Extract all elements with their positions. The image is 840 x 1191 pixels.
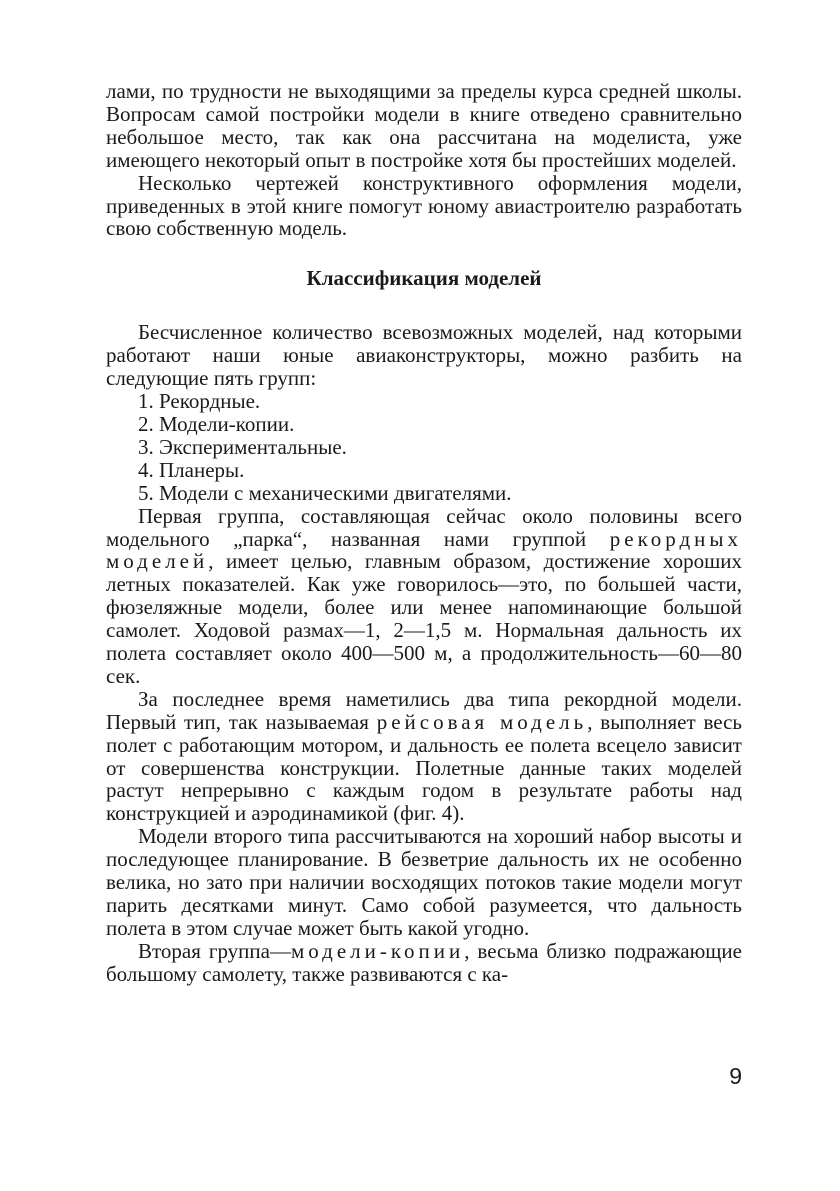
text-run: За последнее время наметились два типа рекордной модели. Первый тип, так называемая <box>106 686 742 734</box>
emphasis-term: модели-копии <box>290 938 465 963</box>
text-run: Первая группа, составляющая сейчас около половины всего модельного „парка“, названная нами группой <box>106 503 742 551</box>
page-body <box>106 80 742 986</box>
paragraph-copy-models <box>106 940 742 986</box>
list-item: 4. Планеры. <box>138 457 245 482</box>
list-item: 3. Экспериментальные. <box>138 434 347 459</box>
paragraph-two-types <box>106 688 742 825</box>
groups-list <box>106 390 742 505</box>
emphasis-term: рейсовая модель <box>376 709 588 734</box>
page-number: 9 <box>729 1063 742 1089</box>
list-item: 5. Модели с механическими двигателями. <box>138 480 512 505</box>
paragraph-second-type: Модели второго типа рассчитываются на хороший набор высоты и последующее планирование. В безветрие дальность их не особенно велика, но зато при наличии восходящих потоков такие модели могут парить десятками минут. Само собой разумеется, что дальность полета в этом случае может быть какой угодно. <box>106 824 742 940</box>
list-item: 2. Модели-копии. <box>138 411 295 436</box>
paragraph-record-models <box>106 505 742 688</box>
text-run: , имеет целью, главным образом, достижение хороших летных показателей. Как уже говорилось—это, по большей части, фюзеляжные модели, более или менее напоминающие большой самолет. Ходовой размах—1, 2—1,5 м. Нормальная дальность их полета составляет около 400—500 м, а продолжительность—60—80 сек. <box>106 549 742 688</box>
list-item: 1. Рекордные. <box>138 389 261 414</box>
section-heading: Классификация моделей <box>306 266 542 291</box>
text-run: Вторая группа— <box>138 938 291 963</box>
text-run: , весьма близко подражающие большому самолету, также развиваются с ка- <box>106 938 742 986</box>
emphasis-term: рекордных моделей <box>106 526 742 574</box>
text-run: , выполняет весь полет с работающим мотором, и дальность ее полета всецело зависит от совершенства конструкции. Полетные данные таких моделей растут непрерывно с каждым годом в результате работы над конструкцией и аэродинамикой (фиг. 4). <box>106 709 742 826</box>
paragraph-drawings: Несколько чертежей конструктивного оформления модели, приведенных в этой книге помогут юному авиастроителю разработать свою собственную модель. <box>106 170 742 241</box>
paragraph-groups-intro: Бесчисленное количество всевозможных моделей, над которыми работают наши юные авиаконструкторы, можно разбить на следующие пять групп: <box>106 320 742 391</box>
paragraph-continued: лами, по трудности не выходящими за пределы курса средней школы. Вопросам самой постройки модели в книге отведено сравнительно небольшое место, так как она рассчитана на моделиста, уже имеющего некоторый опыт в постройке хотя бы простейших моделей. <box>106 79 742 172</box>
